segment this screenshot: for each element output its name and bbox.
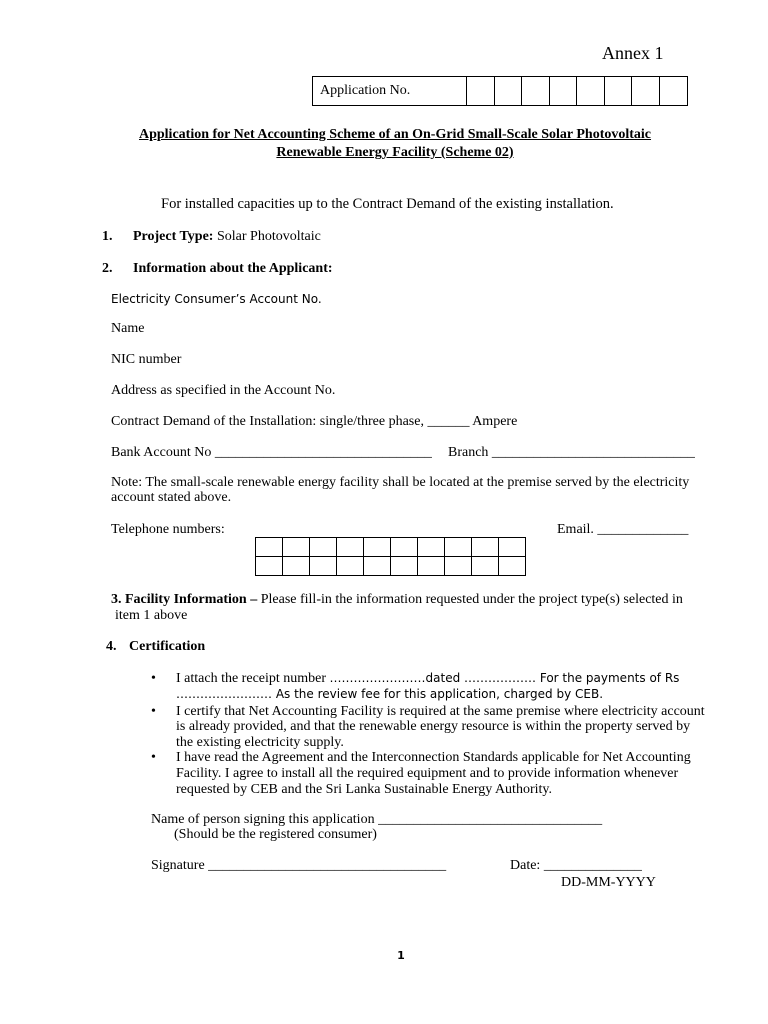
telephone-label: Telephone numbers: xyxy=(111,522,225,537)
bullet-icon: • xyxy=(151,750,156,765)
section2-number: 2. xyxy=(102,261,113,276)
telephone-cell[interactable] xyxy=(472,538,499,557)
telephone-cell[interactable] xyxy=(418,557,445,576)
certification-item-3-line3: requested by CEB and the Sri Lanka Sustainable Energy Authority. xyxy=(176,782,552,797)
telephone-cell[interactable] xyxy=(337,538,364,557)
telephone-cell[interactable] xyxy=(310,538,337,557)
contract-demand-label: Contract Demand of the Installation: single/three phase, ______ Ampere xyxy=(111,414,518,429)
telephone-cell[interactable] xyxy=(445,538,472,557)
project-type-label: Project Type: xyxy=(133,229,214,244)
telephone-grid xyxy=(255,537,526,576)
section3-text: Please fill-in the information requested under the project type(s) selected in xyxy=(257,592,683,607)
application-number-cell[interactable] xyxy=(660,77,688,105)
telephone-cell[interactable] xyxy=(499,538,526,557)
telephone-cell[interactable] xyxy=(283,557,310,576)
certification-item-3-line2: Facility. I agree to install all the required equipment and to provide information whenever xyxy=(176,766,679,781)
telephone-cell[interactable] xyxy=(310,557,337,576)
document-title-line1: Application for Net Accounting Scheme of an On-Grid Small-Scale Solar Photovoltaic xyxy=(138,127,652,142)
project-type-value: Solar Photovoltaic xyxy=(216,229,321,244)
section3-line1 xyxy=(111,592,683,608)
application-number-label: Application No. xyxy=(313,77,467,105)
telephone-cell[interactable] xyxy=(418,538,445,557)
section2-heading: Information about the Applicant: xyxy=(133,261,333,276)
name-label: Name xyxy=(111,321,145,336)
section4-number: 4. xyxy=(106,639,117,654)
section1-number: 1. xyxy=(102,229,113,244)
telephone-row xyxy=(256,538,526,557)
application-number-cell[interactable] xyxy=(467,77,495,105)
receipt-dotted-text: ……………………dated ……………… For the payments of Rs xyxy=(329,671,680,685)
telephone-row xyxy=(256,557,526,576)
telephone-cell[interactable] xyxy=(256,557,283,576)
certification-item-2-line2: is already provided, and that the renewable energy resource is within the property served by xyxy=(176,719,691,734)
date-format-label: DD-MM-YYYY xyxy=(561,875,656,890)
nic-label: NIC number xyxy=(111,352,182,367)
signature-label: Signature __________________________________ xyxy=(151,858,447,873)
telephone-cell[interactable] xyxy=(391,557,418,576)
document-title-line2: Renewable Energy Facility (Scheme 02) xyxy=(276,145,514,160)
annex-label: Annex 1 xyxy=(602,43,664,63)
bank-account-label: Bank Account No _______________________________ xyxy=(111,445,432,460)
receipt-text: I attach the receipt number xyxy=(176,671,330,686)
telephone-cell[interactable] xyxy=(256,538,283,557)
telephone-cell[interactable] xyxy=(391,538,418,557)
telephone-cell[interactable] xyxy=(337,557,364,576)
date-label: Date: ______________ xyxy=(510,858,642,873)
signer-name-label: Name of person signing this application ________________________________ xyxy=(151,812,603,827)
certification-item-2-line3: the existing electricity supply. xyxy=(176,735,344,750)
certification-item-3-line1: I have read the Agreement and the Interconnection Standards applicable for Net Accounting xyxy=(176,750,691,765)
bullet-icon: • xyxy=(151,704,156,719)
section4-heading: Certification xyxy=(129,639,206,654)
telephone-cell[interactable] xyxy=(364,538,391,557)
account-number-label: Electricity Consumer’s Account No. xyxy=(111,292,322,306)
telephone-cell[interactable] xyxy=(499,557,526,576)
registered-consumer-note: (Should be the registered consumer) xyxy=(174,827,377,842)
section3-heading: 3. Facility Information – xyxy=(111,592,258,607)
telephone-cell[interactable] xyxy=(472,557,499,576)
bullet-icon: • xyxy=(151,671,156,686)
intro-text: For installed capacities up to the Contract Demand of the existing installation. xyxy=(161,196,614,212)
application-number-cell[interactable] xyxy=(577,77,605,105)
email-label: Email. _____________ xyxy=(557,522,689,537)
application-number-cell[interactable] xyxy=(522,77,550,105)
note-line1: Note: The small-scale renewable energy facility shall be located at the premise served by the electricity xyxy=(111,475,690,490)
application-number-cell[interactable] xyxy=(632,77,660,105)
branch-label: Branch _____________________________ xyxy=(448,445,695,460)
section3-line2: item 1 above xyxy=(115,608,188,623)
note-line2: account stated above. xyxy=(111,490,232,505)
telephone-cell[interactable] xyxy=(364,557,391,576)
certification-item-2-line1: I certify that Net Accounting Facility is required at the same premise where electricity account xyxy=(176,704,705,719)
application-number-cell[interactable] xyxy=(495,77,523,105)
project-type-row xyxy=(133,229,321,245)
application-number-box xyxy=(312,76,688,106)
certification-item-1-line1 xyxy=(176,671,679,687)
application-number-cell[interactable] xyxy=(550,77,578,105)
page-number: 1 xyxy=(397,949,405,962)
telephone-cell[interactable] xyxy=(445,557,472,576)
address-label: Address as specified in the Account No. xyxy=(111,383,336,398)
certification-item-1-line2: …………………… As the review fee for this application, charged by CEB. xyxy=(176,687,604,701)
application-number-cell[interactable] xyxy=(605,77,633,105)
telephone-cell[interactable] xyxy=(283,538,310,557)
